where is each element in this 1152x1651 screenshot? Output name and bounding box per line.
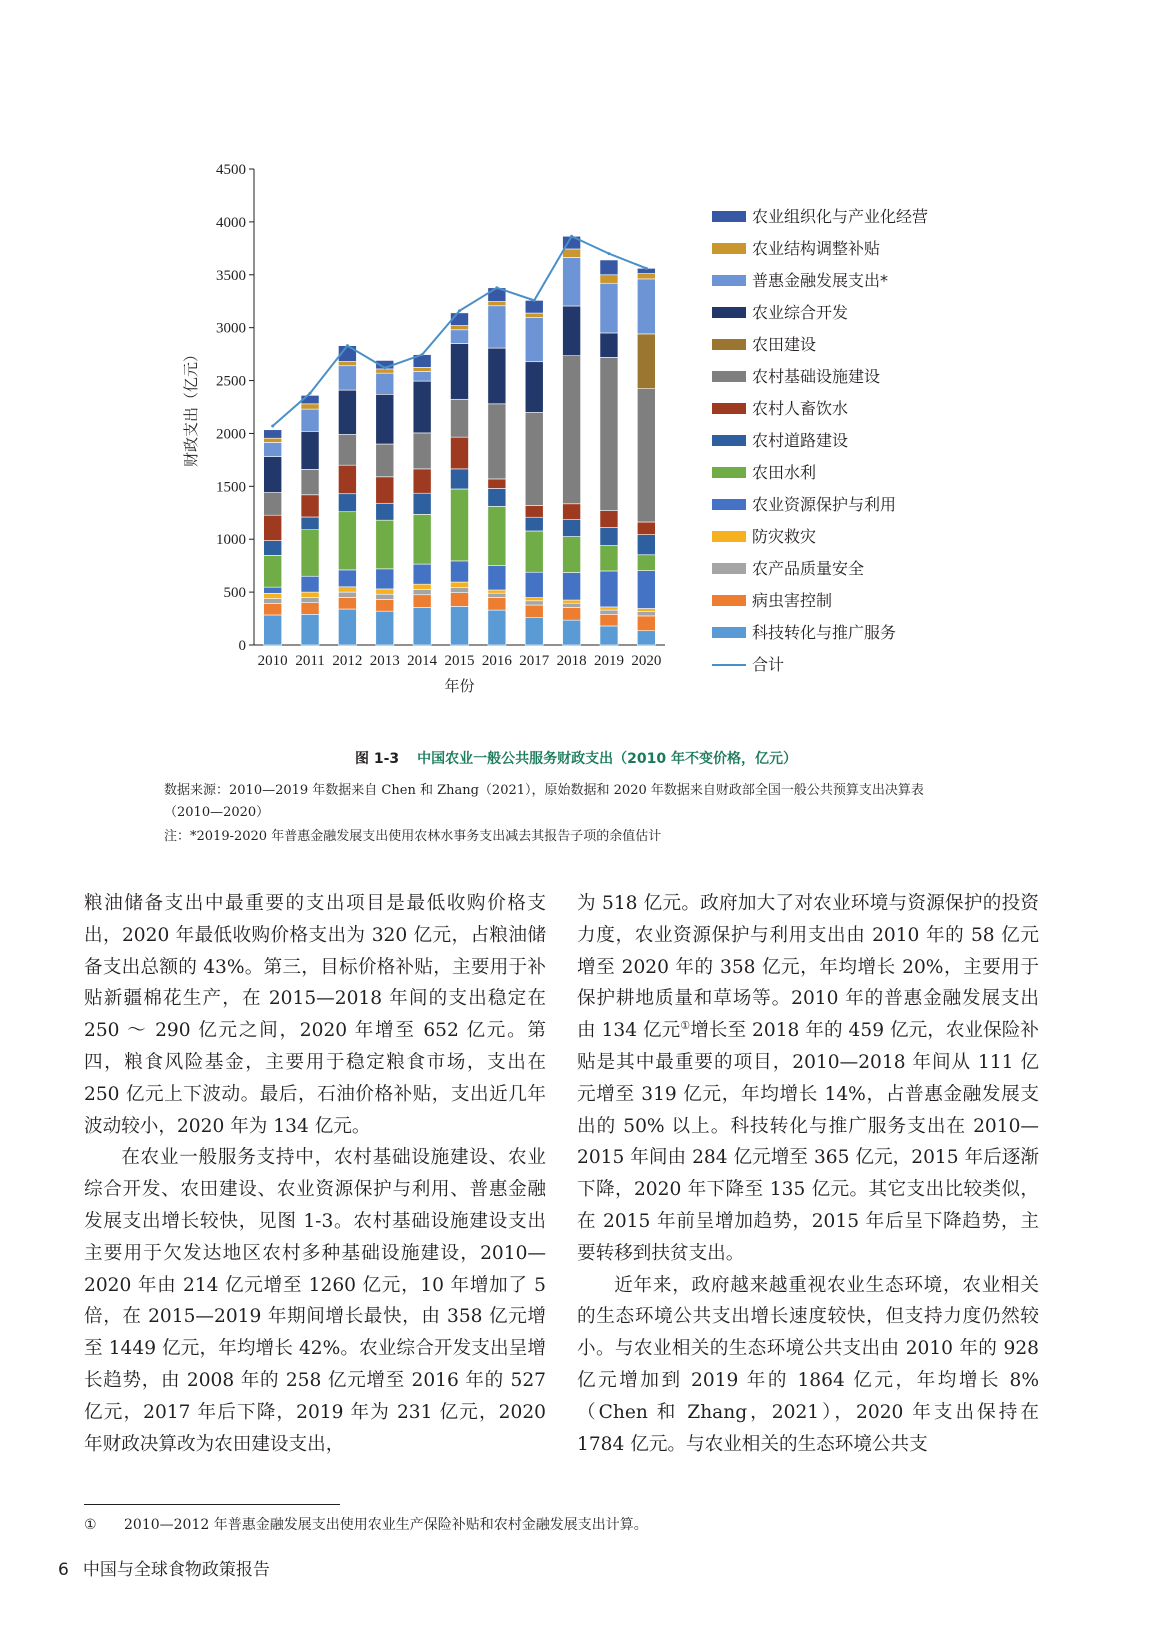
bar-segment bbox=[413, 564, 431, 584]
y-tick-label: 4000 bbox=[216, 214, 246, 231]
bar-segment bbox=[600, 333, 618, 357]
bar-segment bbox=[376, 589, 394, 594]
bar-segment bbox=[301, 495, 319, 517]
y-tick-label: 4500 bbox=[216, 162, 246, 178]
bar-segment bbox=[264, 493, 282, 516]
legend-swatch bbox=[712, 403, 746, 414]
bar-segment bbox=[264, 438, 282, 442]
x-tick-label: 2012 bbox=[332, 653, 363, 669]
bar-segment bbox=[488, 404, 506, 479]
figure-title: 中国农业一般公共服务财政支出（2010 年不变价格，亿元） bbox=[417, 751, 797, 767]
bar-segment bbox=[376, 373, 394, 394]
bar-segment bbox=[301, 409, 319, 431]
page-footer bbox=[58, 1555, 270, 1580]
y-tick-label: 3000 bbox=[216, 320, 246, 337]
legend-label: 普惠金融发展支出* bbox=[752, 271, 889, 290]
bar-segment bbox=[413, 514, 431, 564]
bar-segment bbox=[413, 469, 431, 493]
x-axis-title: 年份 bbox=[444, 679, 475, 695]
x-tick-label: 2014 bbox=[407, 653, 438, 669]
bar-segment bbox=[413, 493, 431, 514]
bar-segment bbox=[563, 257, 581, 306]
bar-segment bbox=[525, 506, 543, 518]
legend-label: 农业综合开发 bbox=[752, 303, 849, 322]
bar-segment bbox=[376, 594, 394, 599]
left-paragraph-1: 粮油储备支出中最重要的支出项目是最低收购价格支出，2020 年最低收购价格支出为 320 亿元，占粮油储备支出总额的 43%。第三，目标价格补贴，主要用于补贴新疆棉花生产，在 2015—2018 年间的支出稳定在 250 ～ 290 亿元之间，2020 年增至 652 亿元。第四，粮食风险基金，主要用于稳定粮食市场，支出在 250 亿元上下波动。最后，石油价格补贴，支出近几年波动较小，2020 年为 134 亿元。 bbox=[84, 893, 546, 1137]
footnote-text: 2010—2012 年普惠金融发展支出使用农业生产保险补贴和农村金融发展支出计算。 bbox=[124, 1517, 648, 1533]
bar-segment bbox=[338, 494, 356, 512]
bar-segment bbox=[301, 530, 319, 577]
bar-segment bbox=[637, 334, 655, 389]
legend-swatch bbox=[712, 499, 746, 510]
bar-segment bbox=[637, 616, 655, 631]
x-tick-label: 2018 bbox=[556, 653, 587, 669]
legend-swatch bbox=[712, 211, 746, 222]
bar-segment bbox=[451, 344, 469, 400]
bar-segment bbox=[563, 356, 581, 504]
bar-segment bbox=[525, 572, 543, 597]
bar-segment bbox=[338, 597, 356, 609]
bar-segment bbox=[488, 479, 506, 489]
total-point bbox=[495, 286, 498, 289]
bar-segment bbox=[488, 590, 506, 593]
bar-segment bbox=[563, 603, 581, 607]
right-paragraph-1 bbox=[577, 888, 1039, 1270]
bar-segment bbox=[413, 595, 431, 608]
bar-segment bbox=[451, 437, 469, 469]
x-tick-label: 2013 bbox=[369, 653, 400, 669]
figure-caption bbox=[0, 748, 1152, 768]
legend-swatch bbox=[712, 275, 746, 286]
bar-segment bbox=[600, 283, 618, 333]
legend-swatch bbox=[712, 371, 746, 382]
bar-segment bbox=[376, 600, 394, 612]
bar-segment bbox=[338, 570, 356, 587]
bar-segment bbox=[600, 357, 618, 510]
bar-segment bbox=[301, 517, 319, 530]
legend-swatch bbox=[712, 531, 746, 542]
left-paragraph-2: 在农业一般服务支持中，农村基础设施建设、农业综合开发、农田建设、农业资源保护与利用、普惠金融发展支出增长较快，见图 1-3。农村基础设施建设支出主要用于欠发达地区农村多种基础设施建设，2010—2020 年由 214 亿元增至 1260 亿元，10 年增加了 5 倍，在 2015—2019 年期间增长最快，由 358 亿元增至 1449 亿元，年均增长 42%。农业综合开发支出呈增长趋势，由 2008 年的 258 亿元增至 2016 年的 527 亿元，2017 年后下降，2019 年为 231 亿元，2020 年财政决算改为农田建设支出， bbox=[84, 1147, 546, 1455]
bar-segment bbox=[338, 366, 356, 390]
legend-label: 农产品质量安全 bbox=[752, 559, 865, 578]
bar-segment bbox=[600, 275, 618, 283]
footnote-reference[interactable]: ① bbox=[680, 1019, 691, 1032]
bar-segment bbox=[451, 469, 469, 489]
bar-segment bbox=[600, 260, 618, 275]
bar-segment bbox=[264, 593, 282, 598]
y-tick-label: 0 bbox=[238, 638, 246, 654]
legend-swatch bbox=[712, 467, 746, 478]
bar-segment bbox=[264, 615, 282, 645]
legend-label: 农村道路建设 bbox=[752, 431, 849, 450]
bar-segment bbox=[600, 546, 618, 571]
bar-segment bbox=[413, 607, 431, 645]
stacked-bar-chart bbox=[0, 0, 1152, 720]
bar-segment bbox=[413, 589, 431, 594]
legend-label: 农业结构调整补贴 bbox=[752, 239, 881, 258]
bar-segment bbox=[637, 522, 655, 535]
bar-segment bbox=[637, 279, 655, 334]
y-tick-label: 2000 bbox=[216, 426, 246, 443]
y-tick-label: 2500 bbox=[216, 373, 246, 390]
bar-segment bbox=[563, 504, 581, 520]
bar-segment bbox=[451, 561, 469, 582]
bar-segment bbox=[376, 503, 394, 520]
total-point bbox=[271, 425, 274, 428]
x-tick-label: 2015 bbox=[444, 653, 475, 669]
bar-segment bbox=[637, 535, 655, 555]
bar-segment bbox=[600, 528, 618, 546]
bar-segment bbox=[488, 610, 506, 645]
bar-segment bbox=[338, 390, 356, 434]
legend-label: 农村基础设施建设 bbox=[752, 367, 881, 386]
bar-segment bbox=[637, 571, 655, 609]
x-tick-label: 2010 bbox=[257, 653, 288, 669]
page-number: 6 bbox=[58, 1560, 69, 1580]
bar-segment bbox=[338, 609, 356, 645]
bar-segment bbox=[264, 587, 282, 593]
book-title: 中国与全球食物政策报告 bbox=[82, 1560, 270, 1580]
bar-segment bbox=[413, 584, 431, 589]
bar-segment bbox=[301, 469, 319, 494]
bar-segment bbox=[637, 631, 655, 645]
total-point bbox=[645, 267, 648, 270]
bar-segment bbox=[525, 300, 543, 313]
bar-segment bbox=[600, 511, 618, 528]
bar-segment bbox=[451, 582, 469, 587]
legend-swatch bbox=[712, 595, 746, 606]
data-source-line-1: 数据来源：2010—2019 年数据来自 Chen 和 Zhang（2021），原始数据和 2020 年数据来自财政部全国一般公共预算支出决算表 bbox=[164, 783, 924, 798]
total-point bbox=[309, 392, 312, 395]
bar-segment bbox=[376, 569, 394, 589]
bar-segment bbox=[451, 606, 469, 645]
bar-segment bbox=[563, 537, 581, 573]
legend-label-total: 合计 bbox=[752, 655, 785, 674]
bar-segment bbox=[563, 573, 581, 601]
bar-segment bbox=[338, 435, 356, 466]
bar-segment bbox=[563, 306, 581, 356]
bar-segment bbox=[413, 381, 431, 433]
bar-segment bbox=[376, 394, 394, 444]
footnote-mark: ① bbox=[84, 1517, 97, 1533]
y-tick-label: 3500 bbox=[216, 267, 246, 284]
bar-segment bbox=[488, 302, 506, 306]
bar-segment bbox=[488, 597, 506, 610]
right-paragraph-2: 近年来，政府越来越重视农业生态环境，农业相关的生态环境公共支出增长速度较快，但支持力度仍然较小。与农业相关的生态环境公共支出由 2010 年的 928 亿元增加到 2019 年的 1864 亿元，年均增长 8%（Chen 和 Zhang，2021），2020 年支出保持在 1784 亿元。与农业相关的生态环境公共支 bbox=[577, 1274, 1039, 1455]
legend-swatch bbox=[712, 627, 746, 638]
total-point bbox=[346, 344, 349, 347]
bar-segment bbox=[525, 313, 543, 317]
legend-swatch bbox=[712, 435, 746, 446]
bar-segment bbox=[264, 430, 282, 438]
total-point bbox=[421, 353, 424, 356]
legend-swatch bbox=[712, 307, 746, 318]
legend-label: 农村人畜饮水 bbox=[752, 399, 849, 418]
bar-segment bbox=[264, 555, 282, 587]
bar-segment bbox=[525, 605, 543, 618]
legend-swatch bbox=[712, 563, 746, 574]
legend-label: 科技转化与推广服务 bbox=[752, 623, 897, 642]
legend-label: 农业资源保护与利用 bbox=[752, 495, 897, 514]
bar-segment bbox=[637, 389, 655, 522]
figure-note: 注：*2019-2020 年普惠金融发展支出使用农林水事务支出减去其报告子项的余值估计 bbox=[164, 829, 662, 844]
bar-segment bbox=[376, 444, 394, 477]
bar-segment bbox=[525, 618, 543, 645]
legend-label: 农田建设 bbox=[752, 335, 817, 354]
bar-segment bbox=[376, 520, 394, 569]
legend-label: 农业组织化与产业化经营 bbox=[752, 207, 929, 226]
x-tick-label: 2011 bbox=[295, 653, 325, 669]
right-paragraph-1-part-b: 增长至 2018 年的 459 亿元，农业保险补贴是其中最重要的项目，2010—2018 年间从 111 亿元增至 319 亿元，年均增长 14%，占普惠金融发展支出的 50% 以上。科技转化与推广服务支出在 2010—2015 年间由 284 亿元增至 365 亿元，2015 年后逐渐下降，2020 年下降至 135 亿元。其它支出比较类似，在 2015 年前呈增加趋势，2015 年后呈下降趋势，主要转移到扶贫支出。 bbox=[577, 1020, 1039, 1264]
bar-segment bbox=[264, 603, 282, 615]
y-tick-label: 1500 bbox=[216, 479, 246, 496]
bar-segment bbox=[338, 465, 356, 494]
bar-segment bbox=[600, 614, 618, 626]
bar-segment bbox=[525, 531, 543, 572]
bar-segment bbox=[451, 587, 469, 592]
bar-segment bbox=[563, 607, 581, 620]
bar-segment bbox=[413, 433, 431, 469]
bar-segment bbox=[563, 600, 581, 603]
bar-segment bbox=[600, 607, 618, 610]
bar-segment bbox=[637, 555, 655, 571]
bar-segment bbox=[488, 348, 506, 404]
bar-segment bbox=[525, 362, 543, 413]
total-point bbox=[607, 252, 610, 255]
y-tick-label: 500 bbox=[223, 585, 246, 602]
bar-segment bbox=[338, 512, 356, 570]
bar-segment bbox=[600, 610, 618, 614]
legend-label: 农田水利 bbox=[752, 463, 817, 482]
footnote-divider bbox=[84, 1504, 340, 1505]
bar-segment bbox=[301, 576, 319, 592]
total-point bbox=[458, 309, 461, 312]
total-point bbox=[570, 235, 573, 238]
legend-label: 病虫害控制 bbox=[752, 591, 833, 610]
bar-segment bbox=[301, 614, 319, 645]
bar-segment bbox=[413, 367, 431, 371]
bar-segment bbox=[301, 592, 319, 597]
bar-segment bbox=[338, 587, 356, 592]
figure-number: 图 1-3 bbox=[354, 751, 400, 767]
bar-segment bbox=[451, 399, 469, 437]
y-tick-label: 1000 bbox=[216, 532, 246, 549]
bar-segment bbox=[338, 362, 356, 366]
data-source-line-2: （2010—2020） bbox=[164, 805, 270, 820]
bar-segment bbox=[301, 431, 319, 469]
x-tick-label: 2019 bbox=[593, 653, 624, 669]
bar-segment bbox=[451, 489, 469, 561]
x-tick-label: 2016 bbox=[481, 653, 512, 669]
x-tick-label: 2020 bbox=[631, 653, 662, 669]
y-axis-title: 财政支出（亿元） bbox=[184, 346, 200, 468]
bar-segment bbox=[488, 306, 506, 348]
legend-label: 防灾救灾 bbox=[752, 527, 817, 546]
bar-segment bbox=[563, 520, 581, 537]
bar-segment bbox=[264, 442, 282, 456]
bar-segment bbox=[488, 593, 506, 597]
bar-segment bbox=[264, 599, 282, 604]
bar-segment bbox=[488, 566, 506, 590]
bar-segment bbox=[301, 404, 319, 409]
bar-segment bbox=[637, 612, 655, 616]
bar-segment bbox=[301, 603, 319, 615]
bar-segment bbox=[525, 413, 543, 506]
bar-segment bbox=[413, 372, 431, 382]
bar-segment bbox=[264, 515, 282, 540]
bar-segment bbox=[488, 488, 506, 506]
legend-swatch bbox=[712, 339, 746, 350]
bar-segment bbox=[301, 597, 319, 602]
bar-segment bbox=[600, 571, 618, 607]
footnote bbox=[84, 1514, 648, 1534]
bar-segment bbox=[563, 249, 581, 257]
bar-segment bbox=[525, 317, 543, 361]
right-paragraph-1-part-a: 为 518 亿元。政府加大了对农业环境与资源保护的投资力度，农业资源保护与利用支出由 2010 年的 58 亿元增至 2020 年的 358 亿元，年均增长 20%，主要用于保护耕地质量和草场等。2010 年的普惠金融发展支出由 134 亿元 bbox=[577, 893, 1039, 1042]
bar-segment bbox=[525, 601, 543, 605]
bar-segment bbox=[451, 326, 469, 330]
bar-segment bbox=[451, 593, 469, 607]
bar-segment bbox=[338, 592, 356, 597]
bar-segment bbox=[637, 274, 655, 279]
total-point bbox=[533, 299, 536, 302]
bar-segment bbox=[376, 477, 394, 503]
legend-swatch bbox=[712, 243, 746, 254]
bar-segment bbox=[525, 517, 543, 531]
bar-segment bbox=[264, 457, 282, 493]
bar-segment bbox=[376, 611, 394, 645]
bar-segment bbox=[451, 330, 469, 344]
bar-segment bbox=[488, 506, 506, 565]
total-point bbox=[383, 366, 386, 369]
bar-segment bbox=[264, 541, 282, 556]
body-left-column bbox=[84, 888, 546, 1460]
bar-segment bbox=[637, 609, 655, 612]
body-right-column bbox=[577, 888, 1039, 1460]
x-tick-label: 2017 bbox=[519, 653, 550, 669]
bar-segment bbox=[600, 626, 618, 645]
bar-segment bbox=[563, 620, 581, 645]
bar-segment bbox=[376, 369, 394, 373]
bar-segment bbox=[525, 598, 543, 601]
